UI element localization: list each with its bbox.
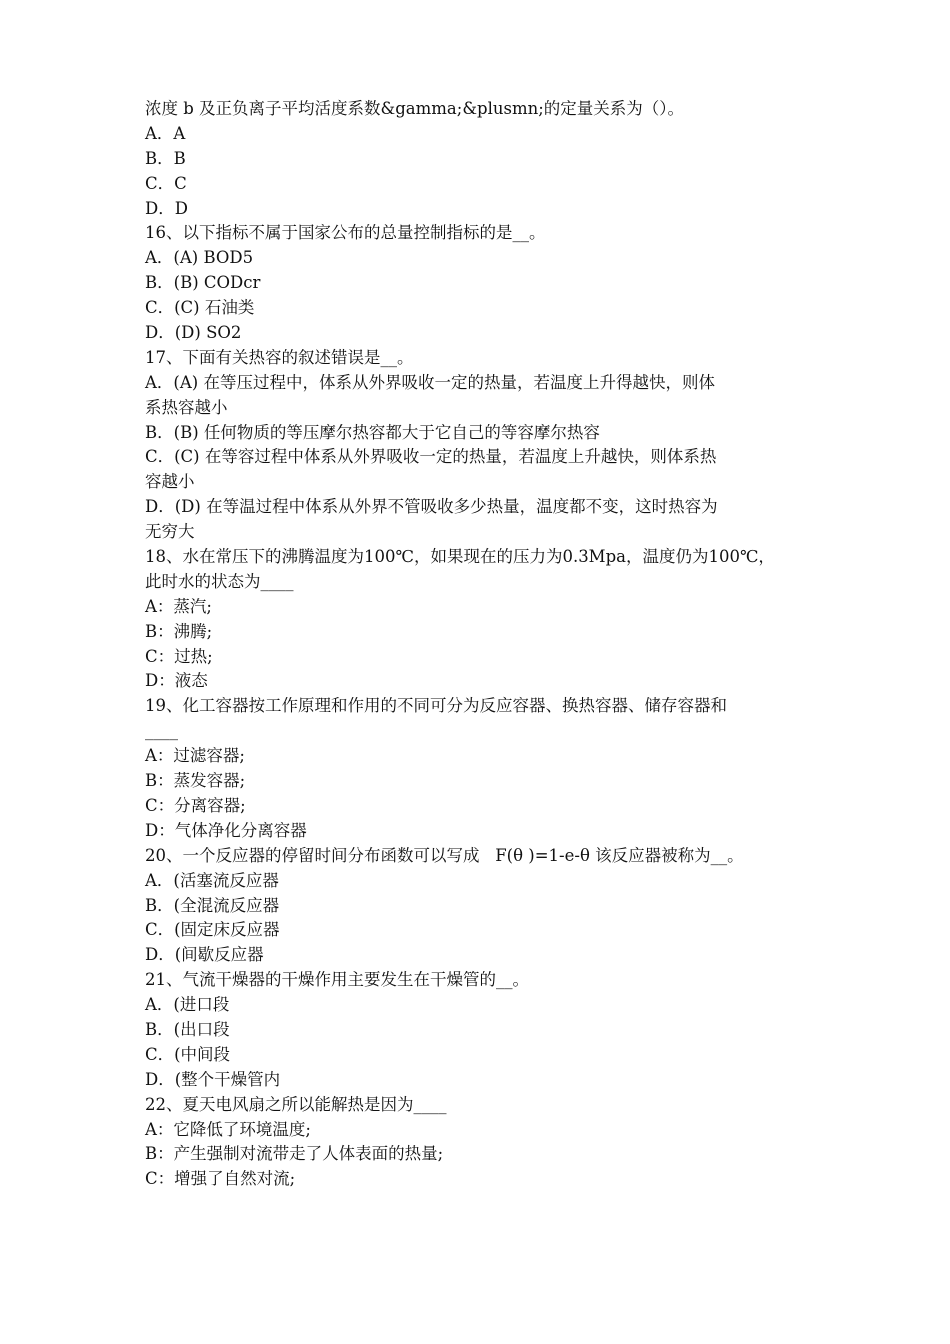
option-line: D．(整个干燥管内 [145, 1069, 281, 1089]
option-line: A．(活塞流反应器 [145, 870, 279, 890]
option-line: A：过滤容器; [145, 746, 245, 766]
option-line: B：蒸发容器; [145, 771, 246, 791]
option-line: A：它降低了环境温度; [145, 1119, 311, 1139]
text-line: 浓度 b 及正负离子平均活度系数&gamma;&plusmn;的定量关系为（）。 [145, 99, 685, 118]
option-line: B．(B) 任何物质的等压摩尔热容都大于它自己的等容摩尔热容 [145, 422, 600, 442]
option-line: C．C [145, 173, 187, 193]
option-line: D．(D) SO2 [145, 323, 242, 343]
option-line: A：蒸汽; [145, 596, 212, 616]
question-17: 17、下面有关热容的叙述错误是__。 [145, 347, 414, 367]
option-line-continued: 无穷大 [145, 522, 195, 542]
option-line: B．B [145, 148, 186, 168]
option-line: D．(D) 在等温过程中体系从外界不管吸收多少热量，温度都不变，这时热容为 [145, 497, 718, 517]
option-line: A．(A) 在等压过程中，体系从外界吸收一定的热量，若温度上升得越快，则体 [145, 372, 715, 392]
document-page [145, 97, 813, 1192]
option-line: A．(进口段 [145, 995, 230, 1015]
option-line: C：增强了自然对流; [145, 1169, 296, 1189]
question-line-continued: ____ [145, 721, 178, 741]
option-line: D：气体净化分离容器 [145, 820, 307, 840]
option-line: D．D [145, 198, 188, 218]
question-line-continued: 此时水的状态为____ [145, 571, 294, 591]
question-18: 18、水在常压下的沸腾温度为100℃，如果现在的压力为0.3Mpa，温度仍为100℃， [145, 547, 775, 567]
option-line: C．(固定床反应器 [145, 920, 280, 940]
option-line-continued: 容越小 [145, 472, 195, 492]
option-line: A．(A) BOD5 [145, 248, 254, 268]
option-line: B：产生强制对流带走了人体表面的热量; [145, 1144, 444, 1164]
question-16: 16、以下指标不属于国家公布的总量控制指标的是__。 [145, 223, 546, 243]
option-line-continued: 系热容越小 [145, 397, 228, 417]
option-line: B．(B) CODcr [145, 273, 261, 293]
option-line: C：分离容器; [145, 795, 246, 815]
question-21: 21、气流干燥器的干燥作用主要发生在干燥管的__。 [145, 970, 529, 990]
option-line: C：过热; [145, 646, 213, 666]
option-line: B．(全混流反应器 [145, 895, 280, 915]
question-19: 19、化工容器按工作原理和作用的不同可分为反应容器、换热容器、储存容器和 [145, 696, 727, 716]
option-line: B：沸腾; [145, 621, 213, 641]
option-line: D：液态 [145, 671, 208, 691]
option-line: C．(C) 在等容过程中体系从外界吸收一定的热量，若温度上升越快，则体系热 [145, 447, 717, 467]
option-line: C．(C) 石油类 [145, 298, 255, 318]
option-line: B．(出口段 [145, 1019, 230, 1039]
option-line: C．(中间段 [145, 1044, 231, 1064]
option-line: D．(间歇反应器 [145, 945, 264, 965]
option-line: A．A [145, 123, 186, 143]
question-22: 22、夏天电风扇之所以能解热是因为____ [145, 1094, 447, 1114]
question-20: 20、一个反应器的停留时间分布函数可以写成 F(θ )=1-e-θ 该反应器被称为__。 [145, 845, 744, 865]
